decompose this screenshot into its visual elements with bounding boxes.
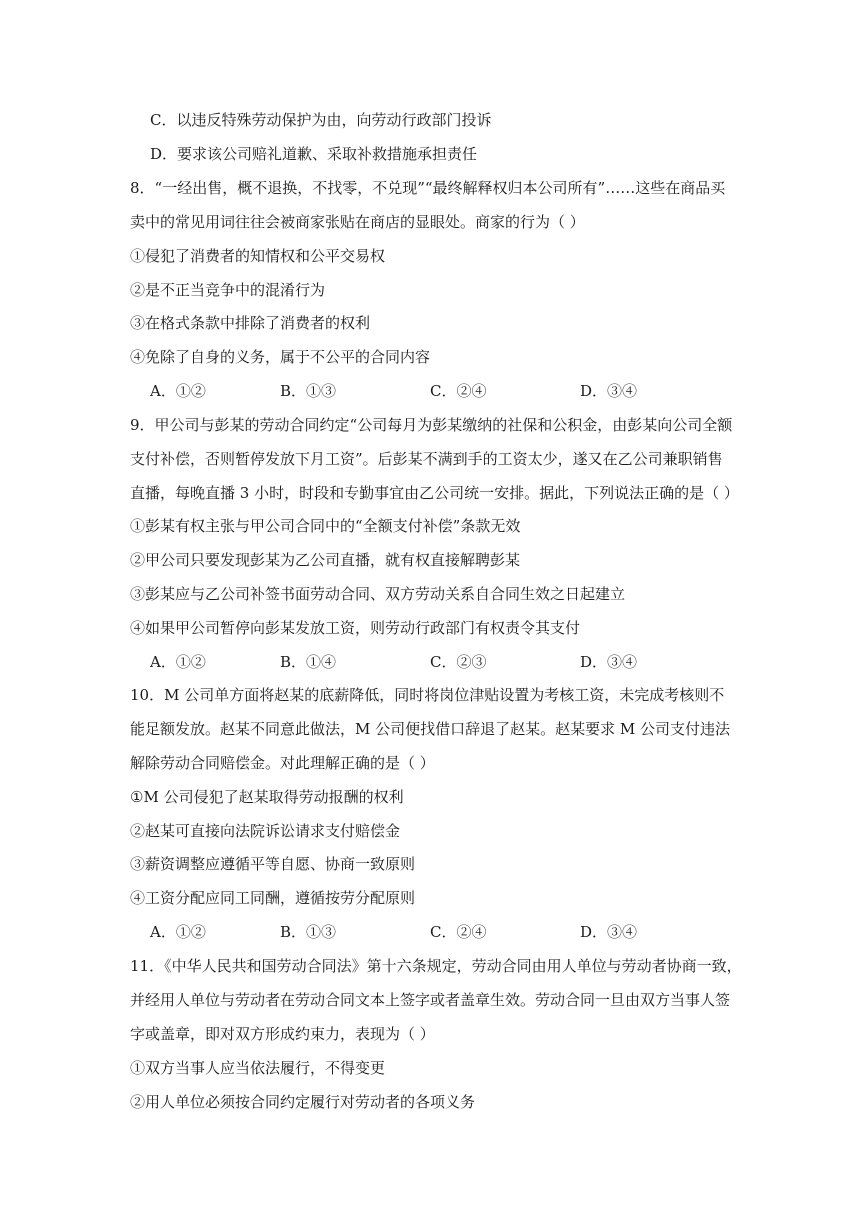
question-8-stem-line1: 8．“一经出售，概不退换，不找零，不兑现”“最终解释权归本公司所有”……这些在商品买 bbox=[130, 179, 726, 197]
question-11-statement-1: ①双方当事人应当依法履行，不得变更 bbox=[130, 1059, 386, 1077]
question-10-option-a: A．①② bbox=[150, 923, 206, 941]
question-10-option-d: D．③④ bbox=[580, 923, 638, 941]
question-9-stem-line1: 9．甲公司与彭某的劳动合同约定“公司每月为彭某缴纳的社保和公积金，由彭某向公司全额 bbox=[130, 416, 733, 434]
question-10-stem-line3: 解除劳动合同赔偿金。对此理解正确的是（ ） bbox=[130, 754, 435, 772]
question-8-option-c: C．②④ bbox=[430, 382, 487, 400]
option-d: D．要求该公司赔礼道歉、采取补救措施承担责任 bbox=[150, 145, 478, 163]
question-9-option-d: D．③④ bbox=[580, 653, 638, 671]
question-8-option-a: A．①② bbox=[150, 382, 206, 400]
question-8-option-d: D．③④ bbox=[580, 382, 638, 400]
question-9-options bbox=[150, 652, 690, 672]
question-10-statement-3: ③薪资调整应遵循平等自愿、协商一致原则 bbox=[130, 855, 416, 873]
question-9-statement-1: ①彭某有权主张与甲公司合同中的“全额支付补偿”条款无效 bbox=[130, 517, 521, 535]
question-9-statement-3: ③彭某应与乙公司补签书面劳动合同、双方劳动关系自合同生效之日起建立 bbox=[130, 585, 626, 603]
question-8-statement-1: ①侵犯了消费者的知情权和公平交易权 bbox=[130, 247, 386, 265]
question-9-option-a: A．①② bbox=[150, 653, 206, 671]
question-9-statement-4: ④如果甲公司暂停向彭某发放工资，则劳动行政部门有权责令其支付 bbox=[130, 619, 581, 637]
question-9-statement-2: ②甲公司只要发现彭某为乙公司直播，就有权直接解聘彭某 bbox=[130, 551, 521, 569]
question-10-option-c: C．②④ bbox=[430, 923, 487, 941]
question-11-stem-line2: 并经用人单位与劳动者在劳动合同文本上签字或者盖章生效。劳动合同一旦由双方当事人签 bbox=[130, 991, 731, 1009]
question-8-options bbox=[150, 381, 690, 401]
question-8-stem-line2: 卖中的常见用词往往会被商家张贴在商店的显眼处。商家的行为（ ） bbox=[130, 213, 585, 231]
question-8-statement-3: ③在格式条款中排除了消费者的权利 bbox=[130, 314, 371, 332]
question-8-statement-4: ④免除了自身的义务，属于不公平的合同内容 bbox=[130, 348, 431, 366]
question-10-statement-4: ④工资分配应同工同酬，遵循按劳分配原则 bbox=[130, 889, 416, 907]
question-10-stem-line1: 10．M 公司单方面将赵某的底薪降低，同时将岗位津贴设置为考核工资，未完成考核则不 bbox=[130, 686, 725, 704]
question-11-statement-2: ②用人单位必须按合同约定履行对劳动者的各项义务 bbox=[130, 1093, 476, 1111]
question-10-option-b: B．①③ bbox=[280, 923, 337, 941]
question-11-stem-line1: 11．《中华人民共和国劳动合同法》第十六条规定，劳动合同由用人单位与劳动者协商一致， bbox=[130, 957, 742, 975]
question-9-option-c: C．②③ bbox=[430, 653, 487, 671]
question-8-statement-2: ②是不正当竞争中的混淆行为 bbox=[130, 281, 326, 299]
question-9-option-b: B．①④ bbox=[280, 653, 337, 671]
question-11-stem-line3: 字或盖章，即对双方形成约束力，表现为（ ） bbox=[130, 1025, 435, 1043]
question-9-stem-line2: 支付补偿，否则暂停发放下月工资”。后彭某不满到手的工资太少，遂又在乙公司兼职销售 bbox=[130, 450, 723, 468]
question-10-stem-line2: 能足额发放。赵某不同意此做法，M 公司便找借口辞退了赵某。赵某要求 M 公司支付违法 bbox=[130, 720, 731, 738]
question-8-option-b: B．①③ bbox=[280, 382, 337, 400]
question-9-stem-line3: 直播，每晚直播 3 小时，时段和专勤事宜由乙公司统一安排。据此，下列说法正确的是（ ） bbox=[130, 484, 739, 502]
question-10-statement-2: ②赵某可直接向法院诉讼请求支付赔偿金 bbox=[130, 822, 401, 840]
option-c: C．以违反特殊劳动保护为由，向劳动行政部门投诉 bbox=[150, 111, 492, 129]
question-10-statement-1: ①M 公司侵犯了赵某取得劳动报酬的权利 bbox=[130, 788, 404, 806]
question-10-options bbox=[150, 922, 690, 942]
